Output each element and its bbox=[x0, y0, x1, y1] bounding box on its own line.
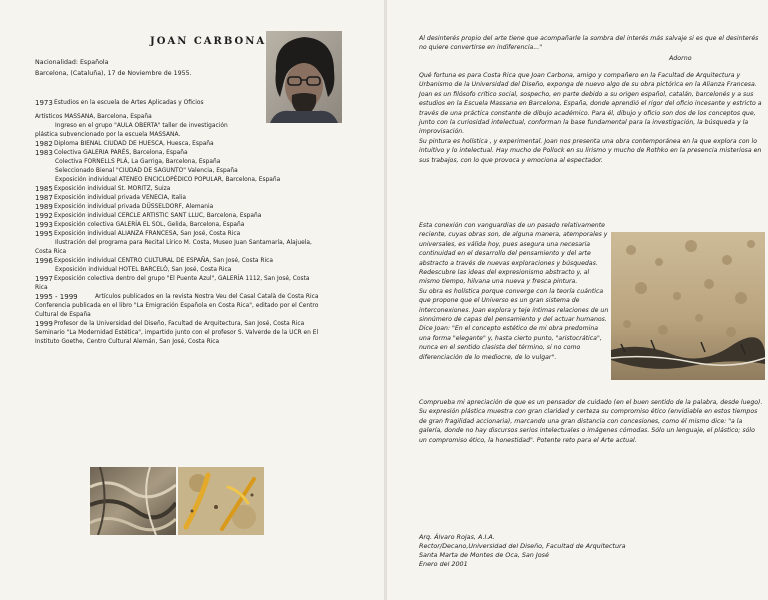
nationality-text: Nacionalidad: Española bbox=[35, 59, 109, 66]
timeline-year: 1993 bbox=[35, 221, 53, 229]
timeline-text: Diploma BIENAL CIUDAD DE HUESCA, Huesca, España bbox=[54, 141, 214, 147]
timeline-entry: Instituto Goethe, Centro Cultural Alemán, San José, Costa Rica bbox=[35, 339, 220, 345]
timeline-entry bbox=[35, 185, 350, 194]
timeline-year: 1973 bbox=[35, 99, 53, 107]
timeline-entry bbox=[35, 320, 350, 329]
timeline-year: 1999 bbox=[35, 320, 53, 328]
timeline-entry: Cultural de España bbox=[35, 312, 91, 318]
timeline-entry bbox=[35, 230, 350, 239]
signature-line: Rector/Decano,Universidad del Diseño, Facultad de Arquitectura bbox=[419, 542, 626, 550]
epigraph-quote: Al desinterés propio del arte tiene que acompañarle la sombra del interés más salvaje si es que el desinterés no quiere convertirse en indiferencia..." bbox=[419, 35, 759, 52]
artist-name-title: JOAN CARBONA bbox=[150, 36, 267, 47]
timeline-entry bbox=[35, 275, 350, 284]
timeline-year: 1995 - 1999 bbox=[35, 293, 78, 301]
timeline-text: Exposición individual ALIANZA FRANCESA, San José, Costa Rica bbox=[54, 231, 241, 237]
essay-bottom bbox=[419, 398, 764, 445]
timeline-text: Exposición individual St. MORITZ, Suiza bbox=[54, 186, 171, 192]
timeline-text: Exposición colectiva dentro del grupo "El Puente Azul", GALERÍA 1112, San José, Costa bbox=[54, 276, 310, 282]
timeline-text: Artículos publicados en la revista Nostra Veu del Casal Català de Costa Rica bbox=[95, 294, 319, 300]
timeline-year: 1985 bbox=[35, 185, 53, 193]
signature-line: Enero del 2001 bbox=[419, 560, 468, 568]
timeline-entry bbox=[35, 221, 350, 230]
essay-paragraph: Esta conexión con vanguardias de un pasado relativamente reciente, cuyas obras son, de alguna manera, atemporales y universales, es válida hoy, pues asegura una necesaria continuidad en el desarrollo del pensamiento y del arte abstracto a través de nuevas exploraciones y búsquedas. Redescubre las ideas del expresionismo abstracto y, al mismo tiempo, hilvana una nueva y fresca pintura. bbox=[419, 222, 608, 286]
timeline-entry: Colectiva FORNELLS PLÀ, La Garriga, Barcelona, España bbox=[55, 159, 221, 165]
timeline-entry: plástica subvencionado por la escuela MASSANA. bbox=[35, 132, 181, 138]
essay-top bbox=[419, 71, 764, 165]
timeline-year: 1996 bbox=[35, 257, 53, 265]
timeline-year: 1983 bbox=[35, 149, 53, 157]
timeline-text: Colectiva GALERIA PARÉS, Barcelona, España bbox=[54, 150, 188, 156]
signature-line: Santa Marta de Montes de Oca, San José bbox=[419, 551, 549, 559]
timeline-year: 1989 bbox=[35, 203, 53, 211]
timeline-text: Profesor de la Universidad del Diseño, Facultad de Arquitectura, San José, Costa Rica bbox=[54, 321, 305, 327]
timeline-year: 1987 bbox=[35, 194, 53, 202]
essay-paragraph: Comprueba mi apreciación de que es un pensador de cuidado (en el buen sentido de la palabra, desde luego). Su expresión plástica muestra con gran claridad y certeza su compromiso ético (envidiable en estos tiempos de gran fragilidad accionaria), marcando una gran distancia con concesiones, como él mismo dice: "a la galería, donde no hay discursos serios intelectuales o imágenes cómodas. Sólo un lenguaje, el plástico; sólo un compromiso ético, la honestidad". Potente reto para el Arte actual. bbox=[419, 399, 763, 444]
timeline-entry: Seleccionado Bienal "CIUDAD DE SAGUNTO" Valencia, España bbox=[55, 168, 238, 174]
artist-bio-intro bbox=[35, 57, 192, 79]
timeline-entry bbox=[35, 140, 350, 149]
timeline-entry: Exposición individual ATENEO ENCICLOPÉDICO POPULAR, Barcelona, España bbox=[55, 177, 281, 183]
timeline-entry bbox=[35, 203, 350, 212]
essay-paragraph: Qué fortuna es para Costa Rica que Joan Carbona, amigo y compañero en la Facultad de Arquitectura y Urbanismo de la Universidad del Diseño, exponga de nuevo algo de su obra pictórica en la Alianza Francesa. bbox=[419, 72, 757, 89]
essay-middle bbox=[419, 221, 609, 362]
timeline-text: Exposición individual privada VENECIA, Italia bbox=[54, 195, 186, 201]
timeline-entry: Artísticos MASSANA, Barcelona, España bbox=[35, 114, 152, 120]
timeline-text: Estudios en la escuela de Artes Aplicadas y Oficios bbox=[54, 100, 204, 106]
essay-paragraph: Dice Joan: "En el concepto estético de mi obra predomina una forma "elegante" y, hasta cierto punto, "aristocrática", nunca en el sentido clasista del término, si no como diferenciación de lo mediocre, de lo vulgar". bbox=[419, 325, 602, 361]
signature-line: Arq. Álvaro Rojas, A.I.A. bbox=[419, 533, 495, 541]
exhibition-timeline bbox=[35, 99, 350, 347]
timeline-year: 1997 bbox=[35, 275, 53, 283]
timeline-entry bbox=[35, 257, 350, 266]
timeline-year: 1982 bbox=[35, 140, 53, 148]
essay-paragraph: Joan es un filósofo crítico social, sospecho, en parte debido a su origen español, catalán, barcelonés y a sus estudios en la Escuela Massana en Barcelona, España, donde aprendió el rigor del oficio incesante y estricto a través de una práctica constante de dibujo académico. Para él, dibujo y oficio son dos de los conceptos que, junto con la curiosidad intelectual, conforman la base fundamental para la investigación, la búsqueda y la improvisación. bbox=[419, 90, 762, 136]
essay-paragraph: Su obra es holística porque converge con la teoría cuántica que propone que el Universo es un gran sistema de interconexiones. Joan explora y teje íntimas relaciones de un sinnúmero de capas del pensamiento y del actuar humanos. bbox=[419, 287, 609, 324]
timeline-entry bbox=[35, 212, 350, 221]
essay-signature bbox=[419, 533, 719, 569]
timeline-entry: Rica bbox=[35, 285, 48, 291]
timeline-text: Exposición individual CERCLE ARTISTIC SANT LLUC, Barcelona, España bbox=[54, 213, 262, 219]
timeline-entry: Ingreso en el grupo "AULA OBERTA" taller de investigación bbox=[55, 123, 228, 129]
timeline-entry: Exposición individual HOTEL BARCELÓ, San José, Costa Rica bbox=[55, 267, 232, 273]
timeline-year: 1992 bbox=[35, 212, 53, 220]
birth-text: Barcelona, (Cataluña), 17 de Noviembre de 1955. bbox=[35, 70, 192, 77]
artwork-thumbnail-1 bbox=[90, 467, 176, 535]
timeline-entry: Seminario "La Modernidad Estética", impartido junto con el profesor S. Valverde de la UCR en El bbox=[35, 330, 319, 336]
timeline-entry: Conferencia publicada en el libro "La Emigración Española en Costa Rica", editado por el Centro bbox=[35, 303, 319, 309]
timeline-entry: Costa Rica bbox=[35, 249, 67, 255]
artwork-thumbnail-2 bbox=[178, 467, 264, 535]
timeline-year: 1995 bbox=[35, 230, 53, 238]
right-page bbox=[387, 0, 768, 600]
timeline-text: Exposición individual privada DÜSSELDORF, Alemania bbox=[54, 204, 214, 210]
timeline-entry: Ilustración del programa para Recital Lírico M. Costa, Museo Juan Santamaría, Alajuela, bbox=[55, 240, 312, 246]
epigraph-author: Adorno bbox=[669, 55, 692, 62]
essay-paragraph: Su pintura es holística , y experimental. Joan nos presenta una obra contemporánea en la que explora con lo intuitivo y lo intelectual. Hay mucho de Pollock en su lirismo y mucho de Rothko en la presencia misteriosa en sus trabajos, con lo que provoca y emociona al espectador. bbox=[419, 137, 762, 164]
featured-painting bbox=[611, 232, 765, 380]
timeline-entry bbox=[35, 149, 350, 158]
timeline-entry bbox=[35, 99, 350, 108]
timeline-entry bbox=[35, 293, 350, 302]
timeline-entry bbox=[35, 194, 350, 203]
timeline-text: Exposición individual CENTRO CULTURAL DE ESPAÑA, San José, Costa Rica bbox=[54, 258, 273, 264]
timeline-text: Exposición colectiva GALERÍA EL SOL, Gelida, Barcelona, España bbox=[54, 222, 245, 228]
